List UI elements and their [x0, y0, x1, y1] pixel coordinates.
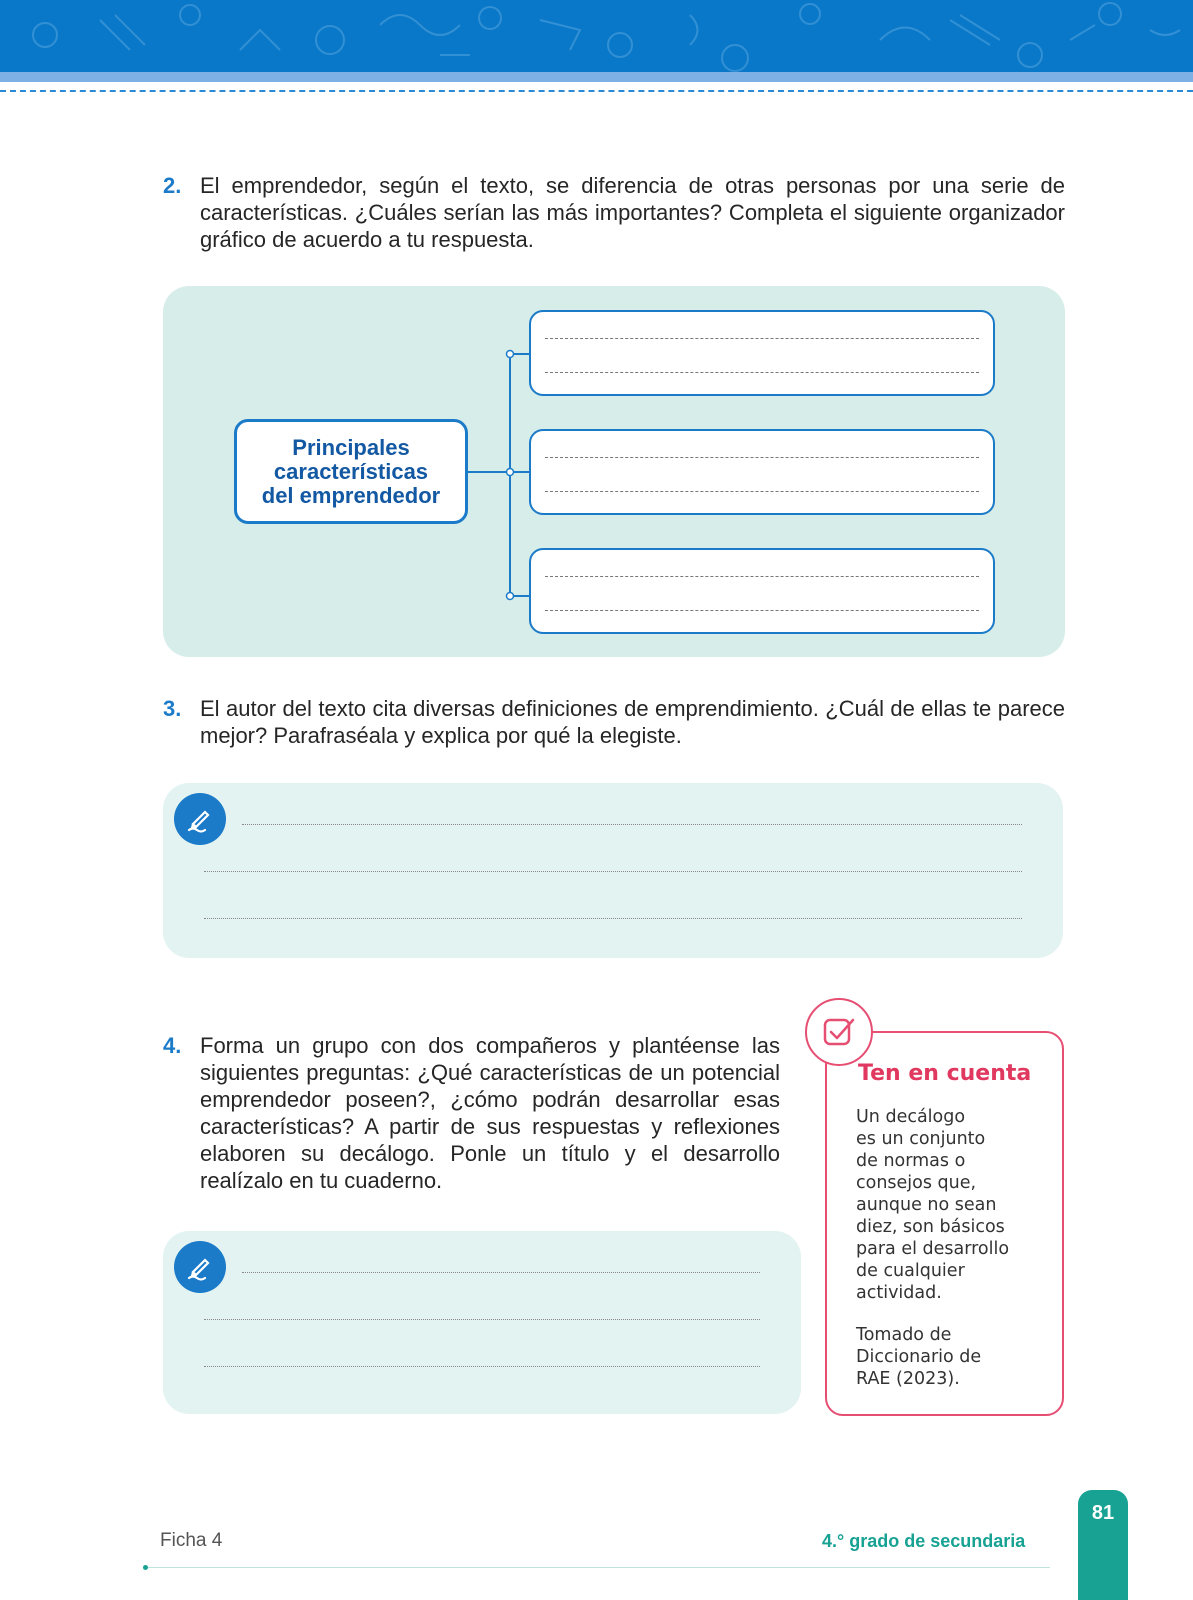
writing-line[interactable]	[242, 824, 1022, 825]
checkbox-icon	[805, 998, 873, 1066]
pencil-icon	[174, 793, 226, 845]
writing-line[interactable]	[242, 1272, 760, 1273]
question-number: 4.	[163, 1033, 182, 1058]
answer-line[interactable]	[545, 491, 979, 492]
answer-line[interactable]	[545, 457, 979, 458]
writing-line[interactable]	[204, 871, 1022, 872]
writing-area-4[interactable]	[163, 1231, 801, 1414]
writing-line[interactable]	[204, 1319, 760, 1320]
tip-title: Ten en cuenta	[858, 1061, 1032, 1086]
answer-box-2[interactable]	[529, 429, 995, 515]
question-3	[163, 695, 1065, 749]
question-4	[163, 1032, 780, 1194]
organizer-center-label: Principales características del emprendedor	[261, 434, 441, 508]
answer-line[interactable]	[545, 576, 979, 577]
pencil-icon	[174, 1241, 226, 1293]
answer-line[interactable]	[545, 610, 979, 611]
tip-body: Un decálogo es un conjunto de normas o consejos que, aunque no sean diez, son básicos para el desarrollo de cualquier actividad.	[856, 1107, 1010, 1303]
question-text: El emprendedor, según el texto, se diferencia de otras personas por una serie de características. ¿Cuáles serían las más importantes? Completa el siguiente organizador gráfico de acuerdo a tu respuesta.	[200, 173, 1065, 252]
answer-box-3[interactable]	[529, 548, 995, 634]
writing-line[interactable]	[204, 918, 1022, 919]
answer-box-1[interactable]	[529, 310, 995, 396]
footer-dot	[143, 1565, 148, 1570]
answer-line[interactable]	[545, 372, 979, 373]
question-text: Forma un grupo con dos compañeros y plantéense las siguientes preguntas: ¿Qué características de un potencial emprendedor poseen?, ¿cómo podrán desarrollar esas características? A partir de sus respuestas y reflexiones elaboren su decálogo. Ponle un título y el desarrollo realízalo en tu cuaderno.	[200, 1033, 780, 1193]
tip-source: Tomado de Diccionario de RAE (2023).	[856, 1325, 982, 1389]
answer-line[interactable]	[545, 338, 979, 339]
page-number: 81	[1091, 1502, 1115, 1524]
question-text: El autor del texto cita diversas definiciones de emprendimiento. ¿Cuál de ellas te parece mejor? Parafraséala y explica por qué la elegiste.	[200, 696, 1065, 748]
footer-line	[145, 1567, 1050, 1568]
writing-line[interactable]	[204, 1366, 760, 1367]
question-number: 3.	[163, 696, 182, 721]
question-number: 2.	[163, 173, 182, 198]
organizer-center-box	[234, 419, 468, 524]
footer-ficha: Ficha 4	[160, 1530, 223, 1551]
footer-grade: 4.° grado de secundaria	[822, 1531, 1026, 1551]
page-number-tab	[1078, 1490, 1128, 1600]
